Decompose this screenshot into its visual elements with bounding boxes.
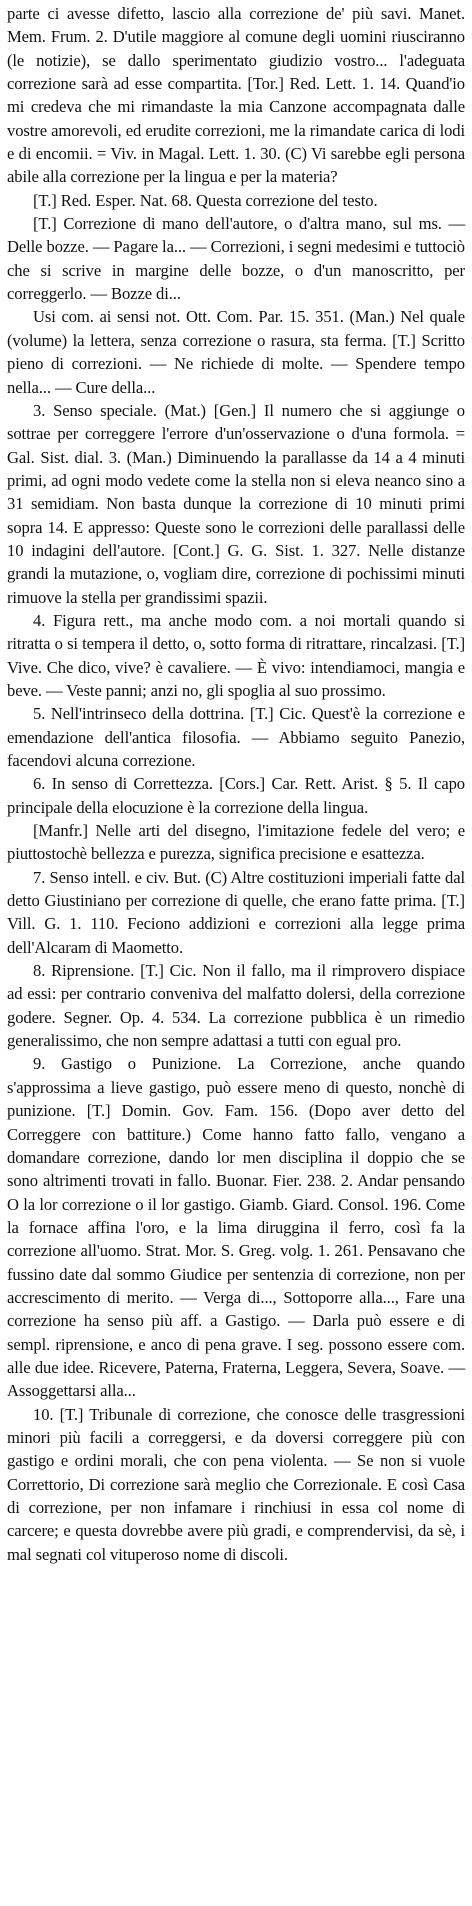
entry-paragraph: [Manfr.] Nelle arti del disegno, l'imitazione fedele del vero; e piuttostochè bellezza e purezza, significa precisione e esattezza. — [7, 821, 465, 864]
entry-paragraph: [T.] Correzione di mano dell'autore, o d'altra mano, sul ms. — Delle bozze. — Pagare la... — Correzioni, i segni medesimi e tuttociò che si scrive in margine delle bozze, o d'un manoscritto, per correggerlo. — Bozze di... — [7, 214, 465, 304]
text-column — [7, 2, 465, 1566]
sense-8-paragraph: 8. Riprensione. [T.] Cic. Non il fallo, ma il rimprovero dispiace ad essi: per contrario conveniva del malfatto dolersi, della correzione godere. Segner. Op. 4. 534. La correzione pubblica è un rimedio generalissimo, che non sempre adattasi a tutti con egual pro. — [7, 961, 465, 1051]
entry-paragraph: [T.] Red. Esper. Nat. 68. Questa correzione del testo. — [33, 190, 378, 210]
sense-10-paragraph: 10. [T.] Tribunale di correzione, che conosce delle trasgressioni minori più facili a correggersi, e da doversi correggere più con gastigo e ordini morali, che con pena violenta. — Se non si vuole Correttorio, Di correzione sarà meglio che Correzionale. E così Casa di correzione, per non infamare i rinchiusi in essa col nome di carcere; e questa dovrebbe avere più gradi, e comprendervisi, da sè, i mal segnati col vituperoso nome di discoli. — [7, 1404, 465, 1564]
sense-3-paragraph: 3. Senso speciale. (Mat.) [Gen.] Il numero che si aggiunge o sottrae per correggere l'errore d'un'osservazione o d'una formola. = Gal. Sist. dial. 3. (Man.) Diminuendo la parallasse da 14 a 4 minuti primi, ad ogni modo vedete come la stella non si eleva neanco sino a 31 semidiam. Non basta dunque la correzione di 10 minuti primi sopra 14. E appresso: Queste sono le correzioni delle parallassi delle 10 indagini dell'autore. [Cont.] G. G. Sist. 1. 327. Nelle distanze grandi la mutazione, o, vogliam dire, correzione di pochissimi minuti rimuove la stella per grandissimi spazii. — [7, 400, 465, 607]
sense-6-paragraph: 6. In senso di Correttezza. [Cors.] Car. Rett. Arist. § 5. Il capo principale della elocuzione è la correzione della lingua. — [7, 774, 465, 817]
sense-9-paragraph: 9. Gastigo o Punizione. La Correzione, anche quando s'approssima a lieve gastigo, può essere meno di questo, nonchè di punizione. [T.] Domin. Gov. Fam. 156. (Dopo aver detto del Correggere con battiture.) Come hanno fatto fallo, vengano a domandare correzione, dando lor men disciplina il doppio che se sono altrimenti trovati in fallo. Buonar. Fier. 238. 2. Andar pensando O la lor correzione o il lor gastigo. Giamb. Giard. Consol. 196. Come la fornace affina l'oro, e la lima diruggina il ferro, così fa la correzione all'uomo. Strat. Mor. S. Greg. volg. 1. 261. Pensavano che fussino date dal sommo Giudice per sentenzia di correzione, non per accrescimento di merito. — Verga di..., Sottoporre alla..., Fare una correzione ha senso più aff. a Gastigo. — Darla può essere e di sempl. riprensione, e anco di pena grave. I seg. possono essere com. alle due idee. Ricevere, Paterna, Fraterna, Leggera, Severa, Soave. — Assoggettarsi alla... — [7, 1054, 465, 1401]
sense-7-paragraph: 7. Senso intell. e civ. But. (C) Altre costituzioni imperiali fatte dal detto Giustiniano per correzione di quelle, che erano fatte prima. [T.] Vill. G. 1. 110. Feciono addizioni e correzioni alla legge prima dell'Alcaram di Maometto. — [7, 867, 465, 957]
sense-5-paragraph: 5. Nell'intrinseco della dottrina. [T.] Cic. Quest'è la correzione e emendazione dell'antica filosofia. — Abbiamo seguito Panezio, facendovi alcuna correzione. — [7, 704, 465, 770]
entry-paragraph: Usi com. ai sensi not. Ott. Com. Par. 15. 351. (Man.) Nel quale (volume) la lettera, senza correzione o rasura, sta ferma. [T.] Scritto pieno di correzioni. — Ne richiede di molte. — Spendere tempo nella... — Cure della... — [7, 307, 465, 397]
sense-4-paragraph: 4. Figura rett., ma anche modo com. a noi mortali quando si ritratta o si tempera il detto, o, sotto forma di ritrattare, rincalzasi. [T.] Vive. Che dico, vive? è cavaliere. — È vivo: intendiamoci, mangia e beve. — Veste panni; anzi no, gli spoglia al suo prossimo. — [7, 610, 465, 700]
entry-paragraph: parte ci avesse difetto, lascio alla correzione de' più savi. Manet. Mem. Frum. 2. D'utile maggiore al comune degli uomini riusciranno (le notizie), se dallo sperimentato giudizio vostro... l'adeguata correzione sarà ad esse compartita. [Tor.] Red. Lett. 1. 14. Quand'io mi credeva che mi rimandaste la mia Canzone accompagnata dalle vostre amorevoli, ed erudite correzioni, me la rimandate carica di lodi e di encomii. = Viv. in Magal. Lett. 1. 30. (C) Vi sarebbe egli persona abile alla correzione per la lingua e per la materia? — [7, 4, 465, 187]
